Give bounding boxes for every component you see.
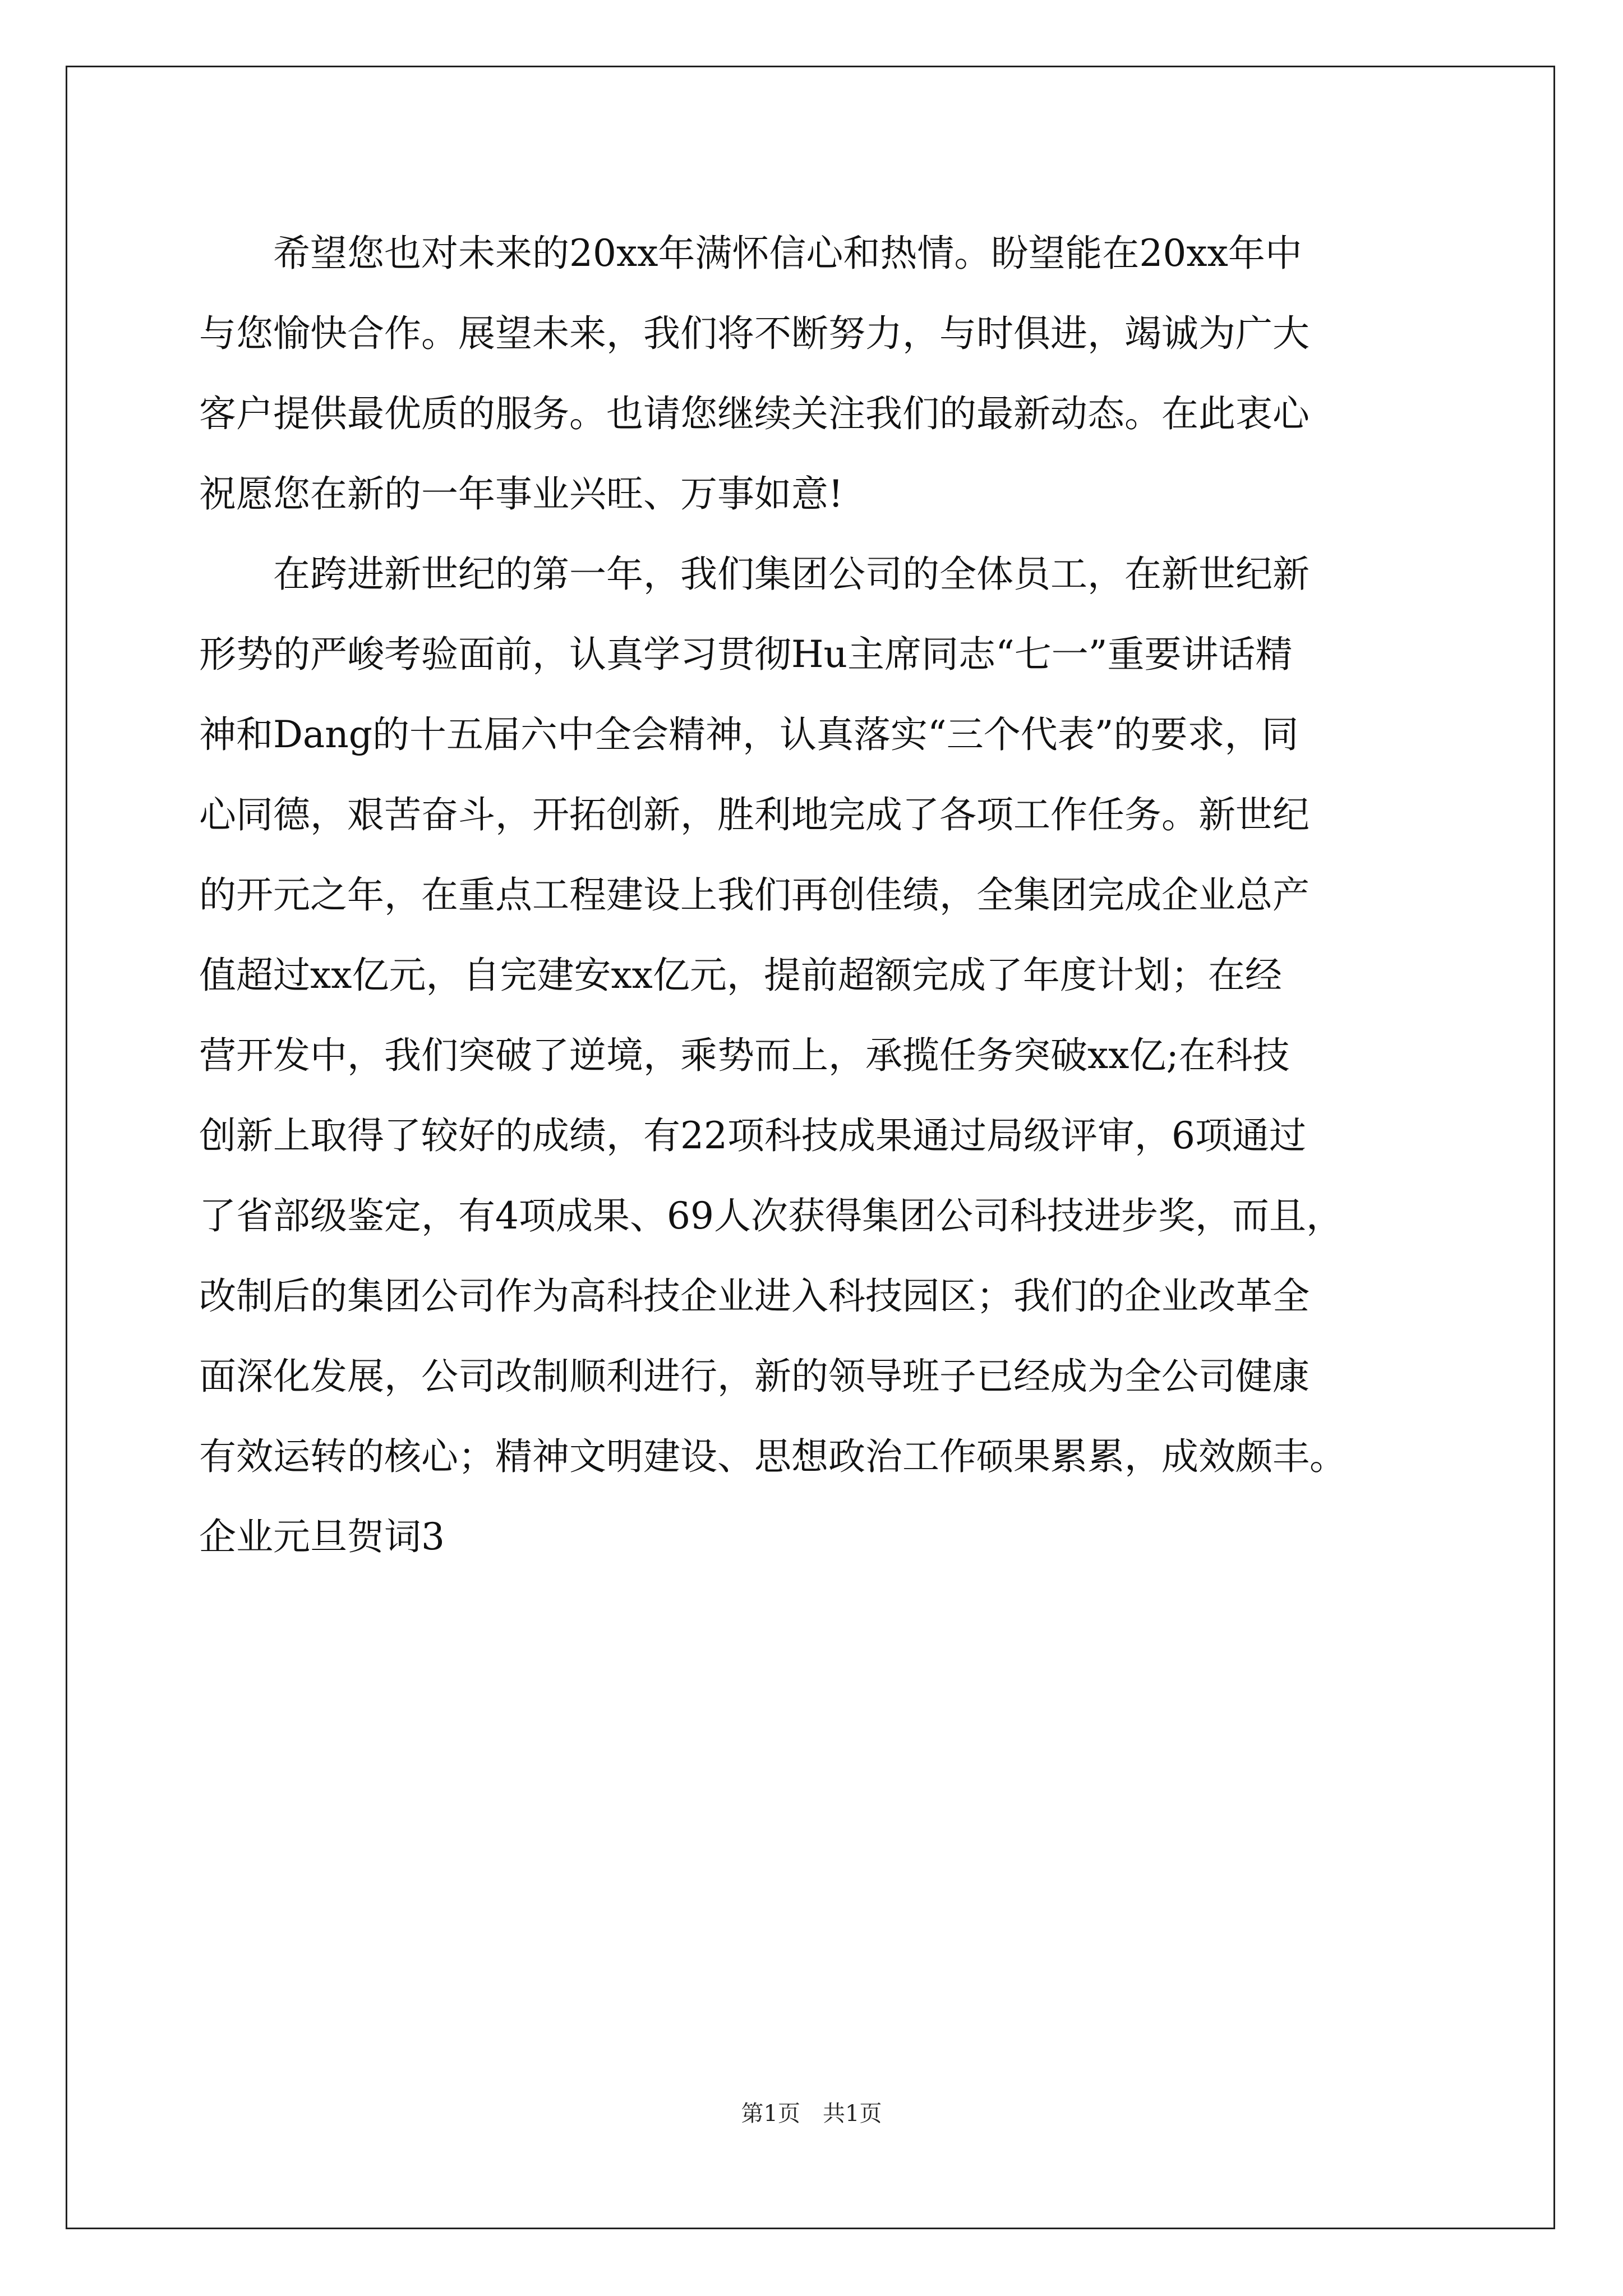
section-heading: 企业元旦贺词3 <box>199 1515 445 1558</box>
paragraph-2-line-4: 心同德，艰苦奋斗，开拓创新，胜利地完成了各项工作任务。新世纪 <box>199 793 1310 836</box>
paragraph-1-line-3: 客户提供最优质的服务。也请您继续关注我们的最新动态。在此衷心 <box>199 392 1310 435</box>
page-footer <box>0 2097 1623 2131</box>
paragraph-1-line-4: 祝愿您在新的一年事业兴旺、万事如意! <box>199 472 843 516</box>
paragraph-2-line-9: 了省部级鉴定，有4项成果、69人次获得集团公司科技进步奖，而且， <box>199 1194 1343 1237</box>
paragraph-1-line-2: 与您愉快合作。展望未来，我们将不断努力，与时俱进，竭诚为广大 <box>199 312 1310 355</box>
paragraph-2-line-3: 神和Dang的十五届六中全会精神，认真落实“三个代表”的要求，同 <box>199 713 1299 756</box>
paragraph-2-line-6: 值超过xx亿元，自完建安xx亿元，提前超额完成了年度计划；在经 <box>199 954 1282 997</box>
page-number: 第1页 共1页 <box>741 2101 882 2127</box>
paragraph-2-line-8: 创新上取得了较好的成绩，有22项科技成果通过局级评审，6项通过 <box>199 1114 1306 1157</box>
paragraph-2-line-5: 的开元之年，在重点工程建设上我们再创佳绩，全集团完成企业总产 <box>199 873 1310 917</box>
document-body <box>199 213 1433 1577</box>
paragraph-2-line-12: 有效运转的核心；精神文明建设、思想政治工作硕果累累，成效颇丰。 <box>199 1435 1347 1478</box>
paragraph-2-line-11: 面深化发展，公司改制顺利进行，新的领导班子已经成为全公司健康 <box>199 1355 1310 1398</box>
paragraph-2-line-1: 在跨进新世纪的第一年，我们集团公司的全体员工，在新世纪新 <box>273 553 1310 596</box>
paragraph-2-line-7: 营开发中，我们突破了逆境，乘势而上，承揽任务突破xx亿;在科技 <box>199 1034 1290 1077</box>
paragraph-1-line-1: 希望您也对未来的20xx年满怀信心和热情。盼望能在20xx年中 <box>273 232 1302 275</box>
paragraph-2-line-2: 形势的严峻考验面前，认真学习贯彻Hu主席同志“七一”重要讲话精 <box>199 633 1293 676</box>
paragraph-2-line-10: 改制后的集团公司作为高科技企业进入科技园区；我们的企业改革全 <box>199 1274 1310 1318</box>
